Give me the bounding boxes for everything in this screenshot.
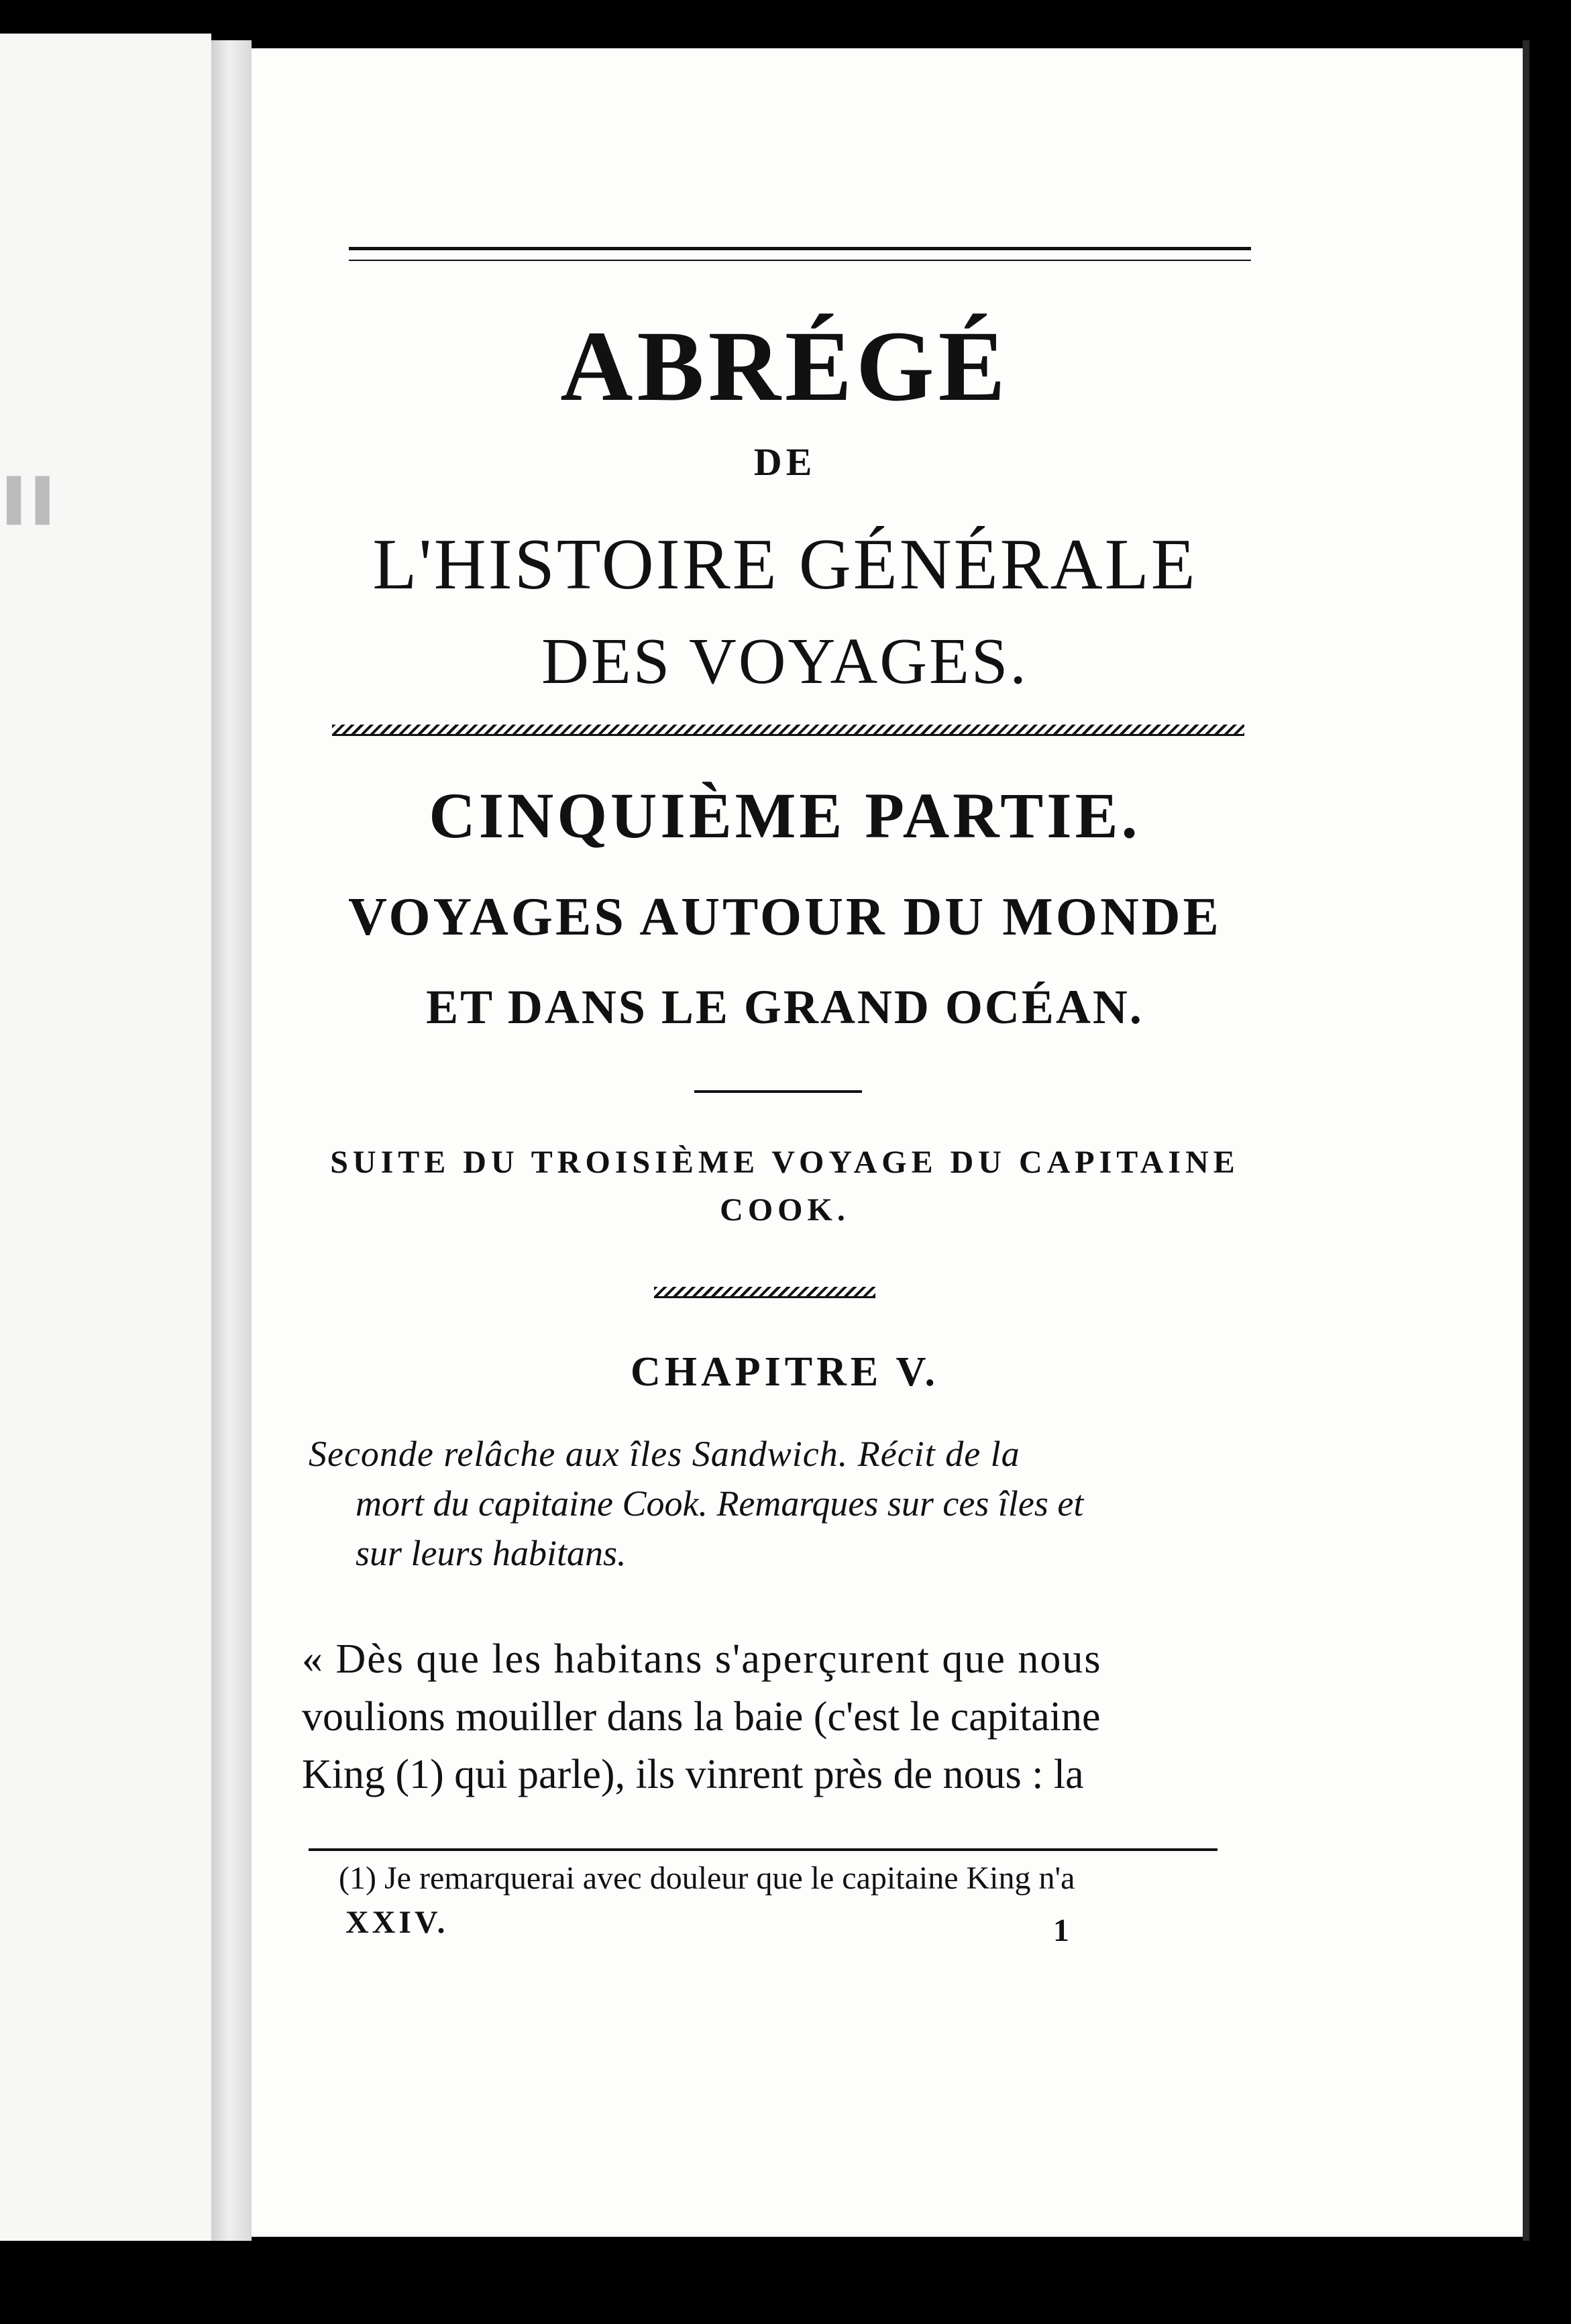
- footnote: (1) Je remarquerai avec douleur que le capitaine King n'a: [339, 1860, 1075, 1896]
- body-text: [302, 1630, 1224, 1818]
- chapter-summary: [309, 1429, 1221, 1590]
- section-title-2: COOK.: [720, 1192, 850, 1228]
- summary-line: mort du capitaine Cook. Remarques sur ces îles et: [356, 1483, 1084, 1524]
- small-wavy-rule: [654, 1287, 875, 1298]
- footnote-rule: [309, 1848, 1217, 1851]
- short-rule: [694, 1090, 862, 1093]
- book-title: ABRÉGÉ: [560, 311, 1010, 422]
- top-double-rule: [349, 247, 1251, 261]
- section-title-1: SUITE DU TROISIÈME VOYAGE DU CAPITAINE: [330, 1145, 1240, 1180]
- chapter-heading: CHAPITRE V.: [631, 1349, 939, 1395]
- wavy-rule: [332, 725, 1244, 736]
- signature-sheet: 1: [1053, 1913, 1073, 1948]
- body-line: voulions mouiller dans la baie (c'est le capitaine: [302, 1694, 1101, 1740]
- title-connector: DE: [753, 440, 816, 484]
- signature-volume: XXIV.: [345, 1905, 449, 1940]
- summary-line: sur leurs habitans.: [356, 1533, 627, 1573]
- part-subtitle-2: ET DANS LE GRAND OCÉAN.: [426, 980, 1144, 1034]
- page-edge: [1523, 40, 1529, 2241]
- body-line: « Dès que les habitans s'aperçurent que nous: [302, 1636, 1102, 1682]
- book-gutter: [211, 40, 252, 2241]
- title-history: L'HISTOIRE GÉNÉRALE: [372, 525, 1197, 604]
- summary-line: Seconde relâche aux îles Sandwich. Récit de la: [309, 1434, 1020, 1474]
- facing-page-bleed: ▌▌: [7, 477, 64, 521]
- facing-page: [0, 34, 211, 2241]
- part-subtitle-1: VOYAGES AUTOUR DU MONDE: [348, 888, 1222, 947]
- title-voyages: DES VOYAGES.: [541, 625, 1028, 698]
- body-line: King (1) qui parle), ils vinrent près de nous : la: [302, 1752, 1084, 1797]
- part-heading: CINQUIÈME PARTIE.: [429, 780, 1141, 851]
